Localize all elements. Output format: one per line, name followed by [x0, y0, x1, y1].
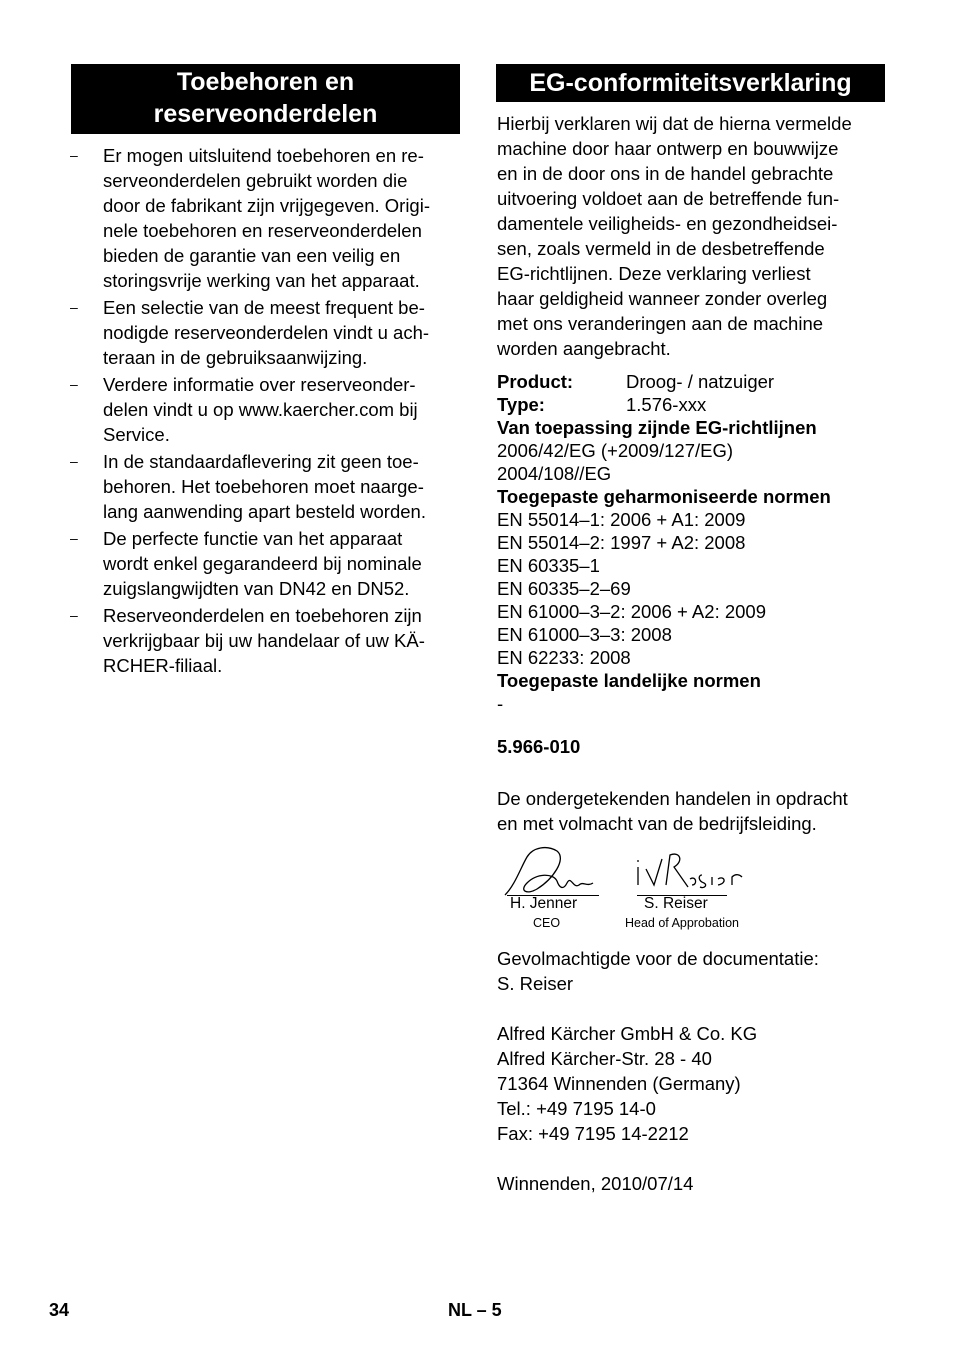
- item-text-line: teraan in de gebruiksaanwijzing.: [103, 347, 368, 368]
- signature-reiser-icon: [632, 845, 762, 897]
- accessory-item: [70, 526, 462, 601]
- product-label: Product:: [497, 371, 574, 392]
- item-text-line: nodigde reserveonderdelen vindt u ach-: [103, 322, 430, 343]
- item-text-line: wordt enkel gegarandeerd bij nominale: [103, 553, 422, 574]
- address-line: 71364 Winnenden (Germany): [497, 1073, 741, 1094]
- intro-line: uitvoering voldoet aan de betreffende fun-: [497, 188, 840, 209]
- intro-line: Hierbij verklaren wij dat de hierna vermelde: [497, 113, 852, 134]
- signature-area: [497, 845, 767, 935]
- harmonised-item: EN 61000–3–2: 2006 + A2: 2009: [497, 601, 766, 622]
- dash-bullet: –: [70, 147, 78, 163]
- item-text-line: nele toebehoren en reserveonderdelen: [103, 220, 422, 241]
- intro-line: machine door haar ontwerp en bouwwijze: [497, 138, 839, 159]
- item-text-line: Service.: [103, 424, 170, 445]
- signatory-role: CEO: [533, 916, 561, 930]
- undersigned-statement: [497, 786, 848, 836]
- address-line: Alfred Kärcher-Str. 28 - 40: [497, 1048, 712, 1069]
- dash-bullet: –: [70, 376, 78, 392]
- item-text-line: zuigslangwijdten van DN42 en DN52.: [103, 578, 410, 599]
- dash-bullet: –: [70, 299, 78, 315]
- doc-line: Gevolmachtigde voor de documentatie:: [497, 948, 819, 969]
- item-text-line: serveonderdelen gebruikt worden die: [103, 170, 408, 191]
- address-line: Alfred Kärcher GmbH & Co. KG: [497, 1023, 758, 1044]
- accessory-item: [70, 143, 462, 293]
- item-text-line: door de fabrikant zijn vrijgegeven. Origi-: [103, 195, 430, 216]
- intro-line: met ons veranderingen aan de machine: [497, 313, 824, 334]
- item-text-line: verkrijgbaar bij uw handelaar of uw KÄ-: [103, 630, 425, 651]
- accessory-item: [70, 295, 462, 370]
- dash-bullet: –: [70, 607, 78, 623]
- product-row: [497, 370, 831, 393]
- type-label: Type:: [497, 394, 545, 415]
- item-text-line: RCHER-filiaal.: [103, 655, 223, 676]
- undersigned-line: en met volmacht van de bedrijfsleiding.: [497, 813, 817, 834]
- title-line: Toebehoren en: [176, 68, 355, 96]
- signatory-role: Head of Approbation: [625, 916, 739, 930]
- documentation-authority: [497, 946, 819, 996]
- item-text-line: storingsvrije werking van het apparaat.: [103, 270, 420, 291]
- dash-bullet: –: [70, 530, 78, 546]
- accessories-list: [70, 143, 462, 680]
- intro-line: worden aangebracht.: [497, 338, 671, 359]
- intro-line: haar geldigheid wanneer zonder overleg: [497, 288, 828, 309]
- doc-line: S. Reiser: [497, 973, 574, 994]
- item-text-line: De perfecte functie van het apparaat: [103, 528, 403, 549]
- section-title-declaration: EG-conformiteitsverklaring: [496, 64, 885, 102]
- company-address: [497, 1021, 757, 1146]
- directive-item: 2006/42/EG (+2009/127/EG): [497, 440, 734, 461]
- item-text-line: lang aanwending apart besteld worden.: [103, 501, 426, 522]
- page-number: 34: [49, 1300, 70, 1320]
- part-number: 5.966-010: [497, 736, 581, 757]
- title-line: reserveonderdelen: [153, 100, 378, 128]
- place-date: Winnenden, 2010/07/14: [497, 1173, 694, 1194]
- intro-line: sen, zoals vermeld in de desbetreffende: [497, 238, 825, 259]
- intro-line: EG-richtlijnen. Deze verklaring verliest: [497, 263, 811, 284]
- language-page-label: NL – 5: [448, 1300, 502, 1320]
- item-text-line: Een selectie van de meest frequent be-: [103, 297, 425, 318]
- directive-item: 2004/108//EG: [497, 463, 612, 484]
- national-value: -: [497, 693, 504, 714]
- harmonised-item: EN 55014–1: 2006 + A1: 2009: [497, 509, 746, 530]
- item-text-line: Er mogen uitsluitend toebehoren en re-: [103, 145, 424, 166]
- address-line: Fax: +49 7195 14-2212: [497, 1123, 689, 1144]
- item-text-line: behoren. Het toebehoren moet naarge-: [103, 476, 424, 497]
- national-heading: Toegepaste landelijke normen: [497, 670, 761, 691]
- item-text-line: delen vindt u op www.kaercher.com bij: [103, 399, 418, 420]
- item-text-line: In de standaardaflevering zit geen toe-: [103, 451, 419, 472]
- type-row: [497, 393, 831, 416]
- harmonised-item: EN 60335–2–69: [497, 578, 631, 599]
- dash-bullet: –: [70, 453, 78, 469]
- harmonised-item: EN 62233: 2008: [497, 647, 631, 668]
- signatory-name: H. Jenner: [510, 895, 578, 912]
- address-line: Tel.: +49 7195 14-0: [497, 1098, 656, 1119]
- signatory-name: S. Reiser: [644, 895, 708, 912]
- accessory-item: [70, 372, 462, 447]
- item-text-line: bieden de garantie van een veilig en: [103, 245, 401, 266]
- accessory-item: [70, 603, 462, 678]
- type-value: 1.576-xxx: [626, 394, 707, 415]
- product-value: Droog- / natzuiger: [626, 371, 775, 392]
- harmonised-heading: Toegepaste geharmoniseerde normen: [497, 486, 831, 507]
- harmonised-item: EN 55014–2: 1997 + A2: 2008: [497, 532, 746, 553]
- declaration-intro: [497, 111, 852, 361]
- section-title-accessories: [71, 64, 460, 134]
- intro-line: en in de door ons in de handel gebrachte: [497, 163, 834, 184]
- harmonised-item: EN 60335–1: [497, 555, 600, 576]
- intro-line: damentele veiligheids- en gezondheidsei-: [497, 213, 838, 234]
- item-text-line: Verdere informatie over reserveonder-: [103, 374, 416, 395]
- directives-heading: Van toepassing zijnde EG-richtlijnen: [497, 417, 817, 438]
- undersigned-line: De ondergetekenden handelen in opdracht: [497, 788, 848, 809]
- item-text-line: Reserveonderdelen en toebehoren zijn: [103, 605, 422, 626]
- harmonised-item: EN 61000–3–3: 2008: [497, 624, 672, 645]
- declaration-specs: [497, 370, 831, 715]
- accessory-item: [70, 449, 462, 524]
